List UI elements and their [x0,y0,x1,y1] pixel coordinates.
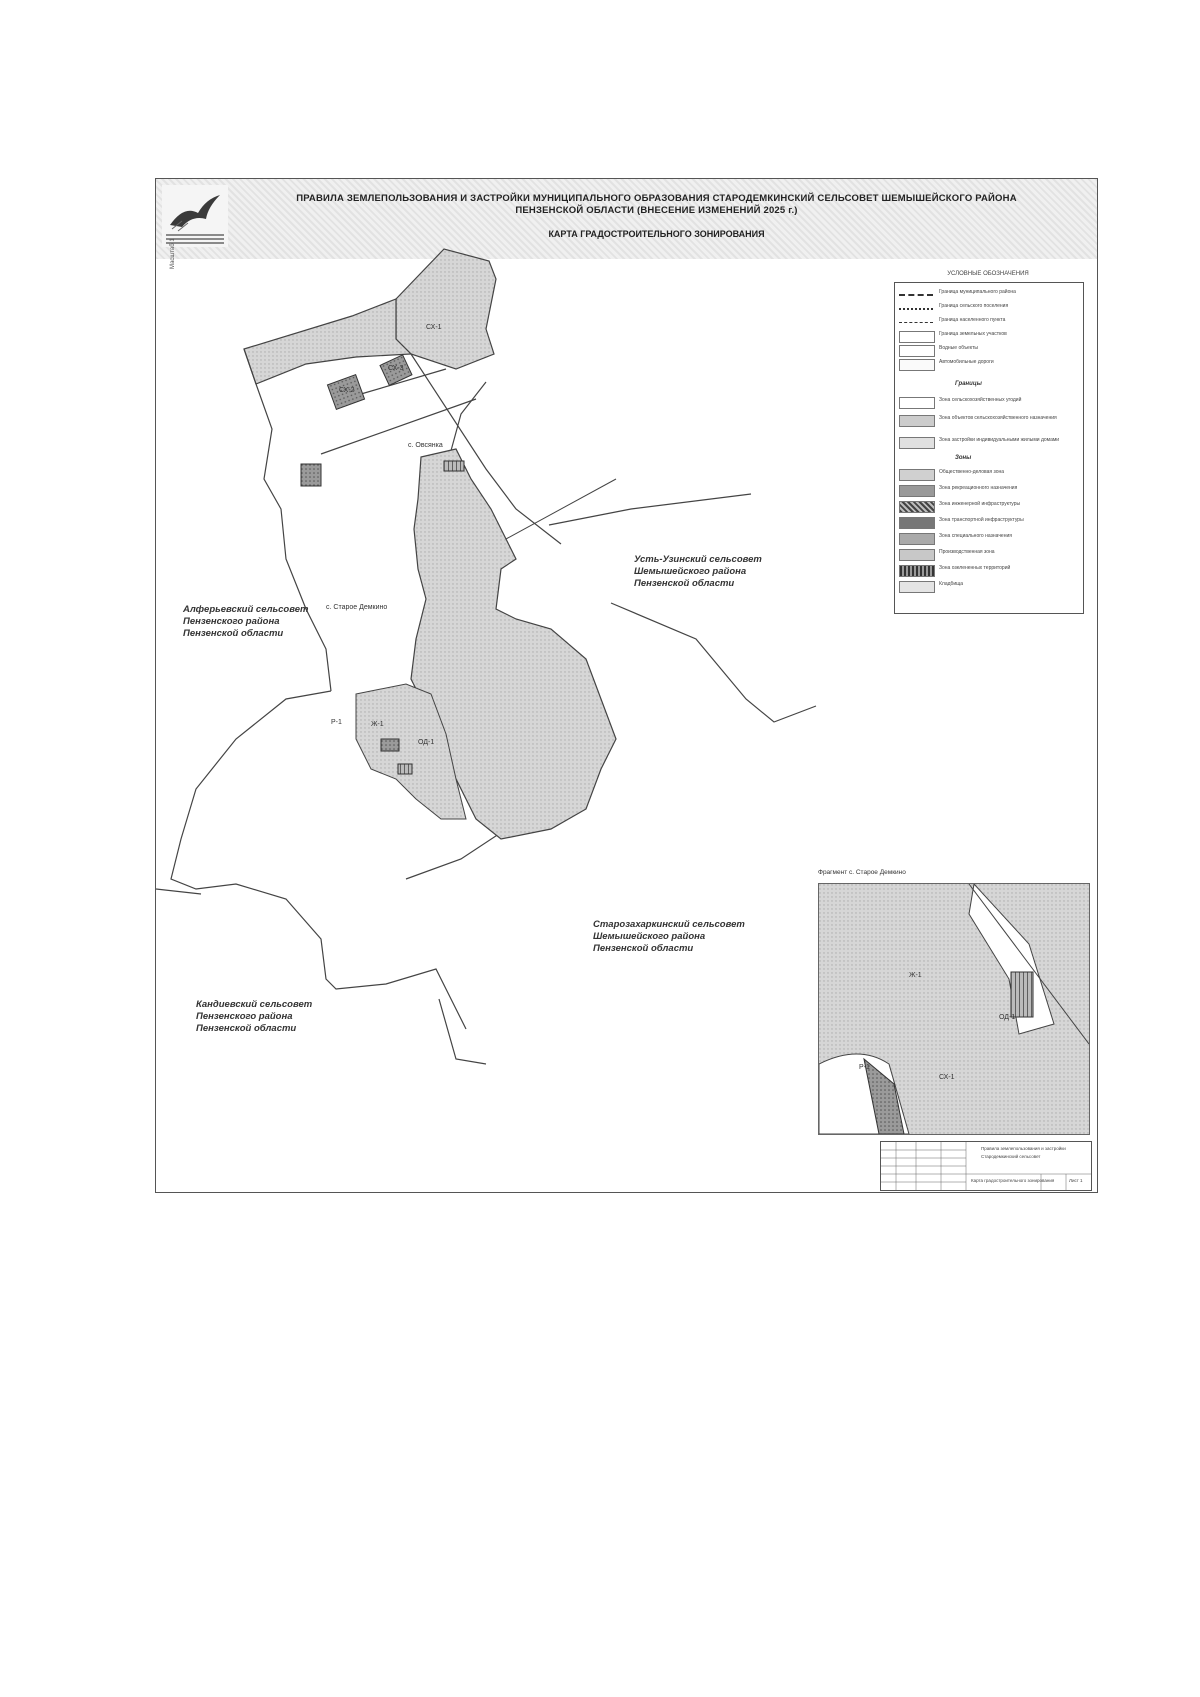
stamp-line2: Стародемкинский сельсовет [981,1154,1041,1159]
legend-item: Зона специального назначения [899,531,1079,545]
plot-sx-3 [301,464,321,486]
settlement-label-north: с. Овсянка [408,442,443,449]
legend [894,282,1084,614]
legend-item: Зона транспортной инфраструктуры [899,515,1079,529]
zone-code: Ж-1 [371,721,384,728]
inset-title: Фрагмент с. Старое Демкино [818,869,906,876]
settlement-block-1 [381,739,399,751]
map-sheet [155,178,1098,1193]
stamp-line1: Правила землепользования и застройки [981,1146,1066,1151]
legend-heading: Границы [955,381,982,387]
legend-item: Водные объекты [899,343,1079,357]
inset-map [818,883,1090,1135]
legend-item: Граница сельского поселения [899,301,1079,315]
legend-item: Производственная зона [899,547,1079,561]
neighbor-label-southwest: Кандиевский сельсовет Пензенского района Пензенской области [196,999,313,1034]
inset-zone-code: СХ-1 [939,1074,955,1081]
inset-zone-code: ОД-1 [999,1014,1016,1021]
legend-item: Зона сельскохозяйственных угодий [899,395,1079,409]
settlement-block-2 [398,764,412,774]
legend-item: Зона рекреационного назначения [899,483,1079,497]
settlement-label-middle: с. Старое Демкино [326,604,388,611]
zone-code: СХ-3 [388,365,404,372]
legend-heading: Зоны [955,455,972,461]
legend-item: Зона озелененных территорий [899,563,1079,577]
legend-item: Граница муниципального района [899,287,1079,301]
zone-code: СХ-1 [426,324,442,331]
stamp-sheet: Лист 1 [1069,1178,1083,1183]
scale-tag: Масштаб 1 [170,238,176,269]
document-title: ПРАВИЛА ЗЕМЛЕПОЛЬЗОВАНИЯ И ЗАСТРОЙКИ МУНИЦИПАЛЬНОГО ОБРАЗОВАНИЯ СТАРОДЕМКИНСКИЙ СЕЛЬСОВЕТ ШЕМЫШЕЙСКОГО РАЙОНА ПЕНЗЕНСКОЙ ОБЛАСТИ (ВНЕСЕНИЕ ИЗМЕНЕНИЙ 2025 г.) [296,193,1017,216]
inset-zone-code: Р-1 [859,1064,870,1071]
legend-item: Кладбища [899,579,1079,593]
settlement-block-3 [444,461,464,471]
legend-item: Зона инженерной инфраструктуры [899,499,1079,513]
title-stamp [880,1141,1092,1191]
legend-item: Граница населенного пункта [899,315,1079,329]
zone-code: Р-1 [331,719,342,726]
legend-item: Зона объектов сельскохозяйственного назначения [899,413,1079,427]
zone-code: ОД-1 [418,739,435,746]
neighbor-label-east: Усть-Узинский сельсовет Шемышейского района Пензенской области [634,554,762,589]
map-subtitle: КАРТА ГРАДОСТРОИТЕЛЬНОГО ЗОНИРОВАНИЯ [548,229,765,239]
inset-zone-code: Ж-1 [909,972,922,979]
neighbor-label-southeast: Старозахаркинский сельсовет Шемышейского района Пензенской области [593,919,745,954]
neighbor-label-west: Алферьевский сельсовет Пензенского района Пензенской области [183,604,309,639]
zone-sh-north [396,249,496,369]
inset-map-drawing [819,884,1089,1134]
legend-item: Общественно-деловая зона [899,467,1079,481]
legend-item: Зона застройки индивидуальными жилыми домами [899,435,1079,449]
stamp-line3: Карта градостроительного зонирования [971,1178,1055,1183]
zone-code: СХ-2 [339,387,355,394]
legend-item: Автомобильные дороги [899,357,1079,371]
legend-item: Граница земельных участков [899,329,1079,343]
legend-title: УСЛОВНЫЕ ОБОЗНАЧЕНИЯ [947,271,1029,277]
road-line [506,479,616,539]
